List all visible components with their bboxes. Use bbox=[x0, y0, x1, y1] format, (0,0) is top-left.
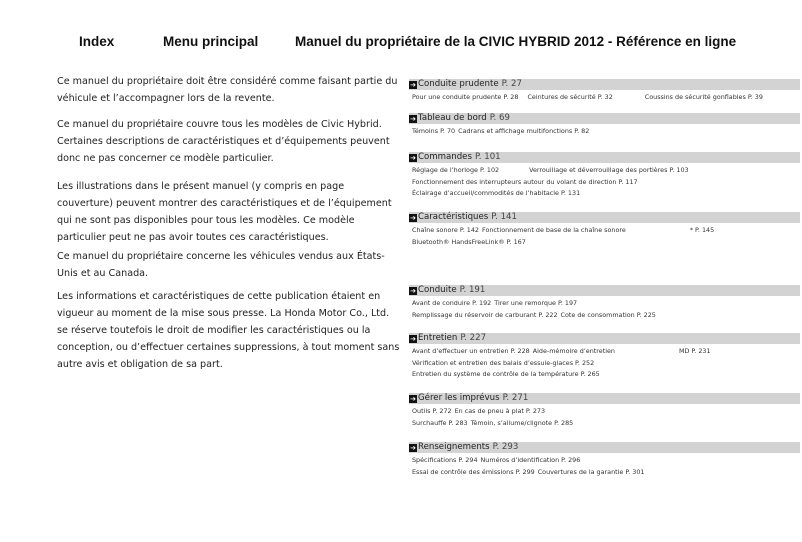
section-line bbox=[409, 467, 800, 479]
topic-link[interactable]: Pour une conduite prudente P. 28 bbox=[412, 93, 519, 101]
topic-link[interactable]: Coussins de sécurité gonflables P. 39 bbox=[644, 93, 763, 101]
section-title: Conduite prudente bbox=[418, 79, 499, 89]
section-conduite bbox=[409, 285, 800, 321]
topic-link[interactable]: MD P. 231 bbox=[678, 347, 711, 355]
section-line bbox=[409, 165, 800, 177]
topic-link[interactable]: Remplissage du réservoir de carburant P. 222 bbox=[412, 310, 558, 319]
section-line bbox=[409, 406, 800, 418]
topic-link[interactable]: Tirer une remorque P. 197 bbox=[494, 299, 578, 307]
topic-link[interactable]: Verrouillage et déverrouillage des portières P. 103 bbox=[529, 166, 689, 174]
section-title: Entretien bbox=[418, 333, 458, 343]
section-title: Conduite bbox=[418, 285, 457, 295]
topic-link[interactable]: Cadrans et affichage multifonctions P. 82 bbox=[458, 127, 590, 135]
topic-link[interactable]: Couvertures de la garantie P. 301 bbox=[537, 467, 645, 476]
topic-link[interactable]: Entretien du système de contrôle de la température P. 265 bbox=[412, 370, 600, 378]
section-line bbox=[409, 225, 800, 237]
section-header[interactable] bbox=[409, 152, 800, 163]
section-page: P. 271 bbox=[502, 393, 529, 403]
intro-paragraph: Les illustrations dans le présent manuel (y compris en page couverture) peuvent montrer des caractéristiques et de l’équipement qui ne sont pas disponibles pour tous les modèles. Ce modèle particulier peut ne pas avoir toutes ces caractéristiques. bbox=[57, 181, 392, 243]
arrow-right-icon: ➔ bbox=[410, 286, 416, 295]
intro-paragraph: Ce manuel du propriétaire doit être considéré comme faisant partie du véhicule et l’accompagner lors de la revente. bbox=[57, 76, 398, 104]
topic-link[interactable]: Vérification et entretien des balais d’essuie-glaces P. 252 bbox=[412, 358, 595, 367]
section-line bbox=[409, 346, 800, 358]
section-line bbox=[409, 298, 800, 310]
arrow-right-icon: ➔ bbox=[410, 443, 416, 452]
topic-link[interactable]: Numéros d’identification P. 296 bbox=[480, 456, 581, 464]
section-page: P. 27 bbox=[501, 79, 522, 89]
main-menu-link[interactable]: Menu principal bbox=[163, 34, 259, 49]
topic-link[interactable]: Avant d’effectuer un entretien P. 228 bbox=[412, 347, 530, 355]
section-g-rer-les-impr-vus bbox=[409, 393, 800, 429]
topic-link[interactable]: Ceintures de sécurité P. 32 bbox=[527, 93, 613, 101]
topic-link[interactable]: Fonctionnement des interrupteurs autour du volant de direction P. 117 bbox=[412, 177, 638, 186]
arrow-right-icon: ➔ bbox=[410, 153, 416, 162]
topic-link[interactable]: Outils P. 272 bbox=[412, 407, 452, 415]
section-header[interactable] bbox=[409, 79, 800, 90]
topic-link[interactable]: Éclairage d’accueil/commodités de l’habitacle P. 131 bbox=[412, 189, 581, 197]
section-line bbox=[409, 92, 800, 104]
arrow-right-icon: ➔ bbox=[410, 334, 416, 343]
section-page: P. 227 bbox=[460, 333, 487, 343]
section-renseignements bbox=[409, 442, 800, 478]
topic-link[interactable]: Spécifications P. 294 bbox=[412, 456, 478, 464]
section-page: P. 69 bbox=[489, 113, 510, 123]
section-line bbox=[409, 237, 800, 249]
section-line bbox=[409, 126, 800, 138]
section-header[interactable] bbox=[409, 212, 800, 223]
section-entretien bbox=[409, 333, 800, 381]
section-line bbox=[409, 177, 800, 189]
section-caract-ristiques bbox=[409, 212, 800, 248]
section-title: Commandes bbox=[418, 152, 472, 162]
section-header[interactable] bbox=[409, 113, 800, 124]
section-title: Gérer les imprévus bbox=[418, 393, 500, 403]
intro-paragraph: Ce manuel du propriétaire concerne les véhicules vendus aux États-Unis et au Canada. bbox=[57, 251, 385, 279]
section-line bbox=[409, 369, 800, 381]
index-link[interactable]: Index bbox=[79, 34, 115, 49]
topic-link[interactable]: Essai de contrôle des émissions P. 299 bbox=[412, 467, 535, 476]
arrow-right-icon: ➔ bbox=[410, 394, 416, 403]
section-title: Tableau de bord bbox=[418, 113, 487, 123]
section-title: Caractéristiques bbox=[418, 212, 489, 222]
topic-link[interactable]: Témoin, s’allume/clignote P. 285 bbox=[470, 418, 574, 427]
section-line bbox=[409, 455, 800, 467]
topic-link[interactable]: Cote de consommation P. 225 bbox=[560, 310, 656, 319]
topic-link[interactable]: En cas de pneu à plat P. 273 bbox=[454, 407, 546, 415]
arrow-right-icon: ➔ bbox=[410, 80, 416, 89]
section-page: P. 101 bbox=[474, 152, 501, 162]
intro-paragraph: Ce manuel du propriétaire couvre tous les modèles de Civic Hybrid. Certaines descriptions de caractéristiques et d’équipements peuvent donc ne pas concerner ce modèle particulier. bbox=[57, 119, 390, 164]
topic-link[interactable]: Surchauffe P. 283 bbox=[412, 418, 468, 427]
topic-link[interactable]: * P. 145 bbox=[689, 226, 715, 234]
section-conduite-prudente bbox=[409, 79, 800, 104]
topic-link[interactable]: Aide-mémoire d’entretien bbox=[532, 347, 615, 355]
topic-link[interactable]: Réglage de l’horloge P. 102 bbox=[412, 166, 500, 174]
topic-link[interactable]: Chaîne sonore P. 142 bbox=[412, 226, 479, 234]
topic-link[interactable]: Avant de conduire P. 192 bbox=[412, 299, 492, 307]
section-header[interactable] bbox=[409, 393, 800, 404]
page-title: Manuel du propriétaire de la CIVIC HYBRID 2012 - Référence en ligne bbox=[295, 34, 737, 49]
topic-link[interactable]: Fonctionnement de base de la chaîne sonore bbox=[482, 226, 626, 234]
section-header[interactable] bbox=[409, 442, 800, 453]
section-header[interactable] bbox=[409, 285, 800, 296]
section-page: P. 141 bbox=[491, 212, 517, 222]
section-line bbox=[409, 310, 800, 322]
section-commandes bbox=[409, 152, 800, 200]
section-page: P. 191 bbox=[459, 285, 486, 295]
section-line bbox=[409, 188, 800, 200]
topic-link[interactable]: Bluetooth® HandsFreeLink® P. 167 bbox=[412, 237, 526, 246]
section-page: P. 293 bbox=[492, 442, 519, 452]
topic-link[interactable]: Témoins P. 70 bbox=[412, 127, 456, 135]
section-header[interactable] bbox=[409, 333, 800, 344]
section-line bbox=[409, 358, 800, 370]
section-tableau-de-bord bbox=[409, 113, 800, 138]
intro-paragraph: Les informations et caractéristiques de cette publication étaient en vigueur au moment de la mise sous presse. La Honda Motor Co., Ltd. se réserve toutefois le droit de modifier les caractéristiques ou la conception, ou d’effectuer certaines suppressions, à tout moment sans autre avis et obligation de sa part. bbox=[57, 291, 400, 370]
section-title: Renseignements bbox=[418, 442, 490, 452]
arrow-right-icon: ➔ bbox=[410, 213, 416, 222]
arrow-right-icon: ➔ bbox=[410, 114, 416, 123]
section-line bbox=[409, 418, 800, 430]
